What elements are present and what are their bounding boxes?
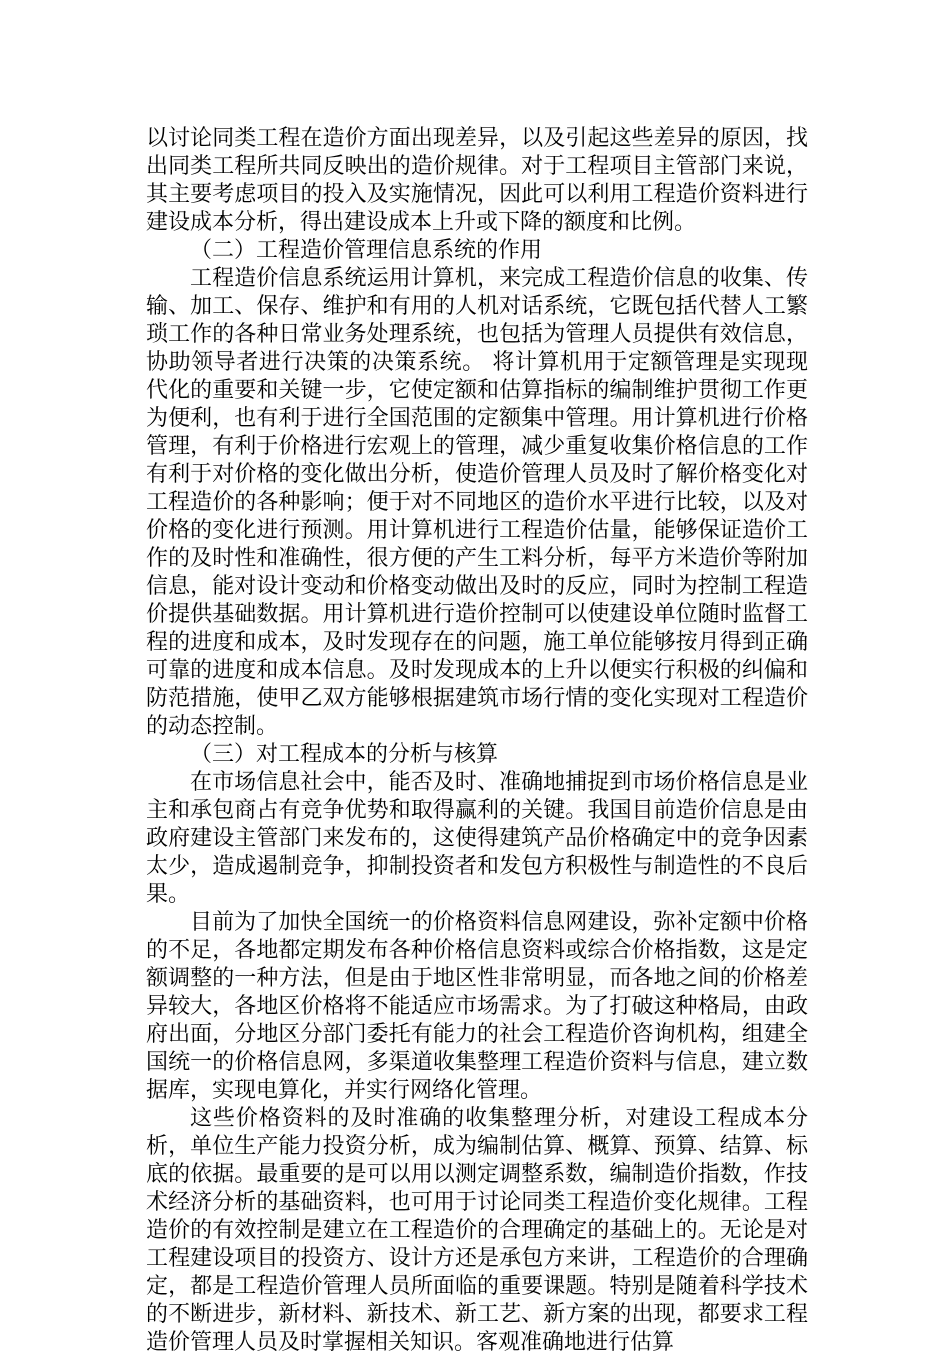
- section-heading-3: （三）对工程成本的分析与核算: [190, 742, 499, 767]
- paragraph-price-network: 目前为了加快全国统一的价格资料信息网建设，弥补定额中价格的不足，各地都定期发布各种价格信息资料或综合价格指数，这是定额调整的一种方法，但是由于地区性非常明显，而各地之间的价格差异较大，各地区价格将不能适应市场需求。为了打破这种格局，由政府出面，分地区分部门委托有能力的社会工程造价咨询机构，组建全国统一的价格信息网，多渠道收集整理工程造价资料与信息，建立数据库，实现电算化，并实行网络化管理。: [146, 910, 808, 1103]
- paragraph-system-role: 工程造价信息系统运用计算机，来完成工程造价信息的收集、传输、加工、保存、维护和有用的人机对话系统，它既包括代替人工繁琐工作的各种日常业务处理系统，也包括为管理人员提供有效信息，协助领导者进行决策的决策系统。 将计算机用于定额管理是实现现代化的重要和关键一步，它使定额和估算指标的编制维护贯彻工作更为便利，也有利于进行全国范围的定额集中管理。用计算机进行价格管理，有利于价格进行宏观上的管理，减少重复收集价格信息的工作有利于对价格的变化做出分析，使造价管理人员及时了解价格变化对工程造价的各种影响；便于对不同地区的造价水平进行比较，以及对价格的变化进行预测。用计算机进行工程造价估量，能够保证造价工作的及时性和准确性，很方便的产生工料分析，每平方米造价等附加信息，能对设计变动和价格变动做出及时的反应，同时为控制工程造价提供基础数据。用计算机进行造价控制可以使建设单位随时监督工程的进度和成本，及时发现存在的问题，施工单位能够按月得到正确可靠的进度和成本信息。及时发现成本的上升以便实行积极的纠偏和防范措施，使甲乙双方能够根据建筑市场行情的变化实现对工程造价的动态控制。: [146, 266, 808, 739]
- section-heading-2: （二）工程造价管理信息系统的作用: [190, 238, 543, 263]
- document-body: [146, 125, 808, 1357]
- paragraph-price-data-analysis: 这些价格资料的及时准确的收集整理分析，对建设工程成本分析，单位生产能力投资分析，成为编制估算、概算、预算、结算、标底的依据。最重要的是可以用以测定调整系数，编制造价指数，作技术经济分析的基础资料，也可用于讨论同类工程造价变化规律。工程造价的有效控制是建立在工程造价的合理确定的基础上的。无论是对工程建设项目的投资方、设计方还是承包方来讲，工程造价的合理确定，都是工程造价管理人员所面临的重要课题。特别是随着科学技术的不断进步，新材料、新技术、新工艺、新方案的出现，都要求工程造价管理人员及时掌握相关知识。客观准确地进行估算: [146, 1106, 808, 1355]
- paragraph-market-info: 在市场信息社会中，能否及时、准确地捕捉到市场价格信息是业主和承包商占有竞争优势和取得赢利的关键。我国目前造价信息是由政府建设主管部门来发布的，这使得建筑产品价格确定中的竞争因素太少，造成遏制竞争，抑制投资者和发包方积极性与制造性的不良后果。: [146, 770, 808, 907]
- paragraph-continuation: 以讨论同类工程在造价方面出现差异，以及引起这些差异的原因，找出同类工程所共同反映出的造价规律。对于工程项目主管部门来说，其主要考虑项目的投入及实施情况，因此可以利用工程造价资料进行建设成本分析，得出建设成本上升或下降的额度和比例。: [146, 126, 808, 235]
